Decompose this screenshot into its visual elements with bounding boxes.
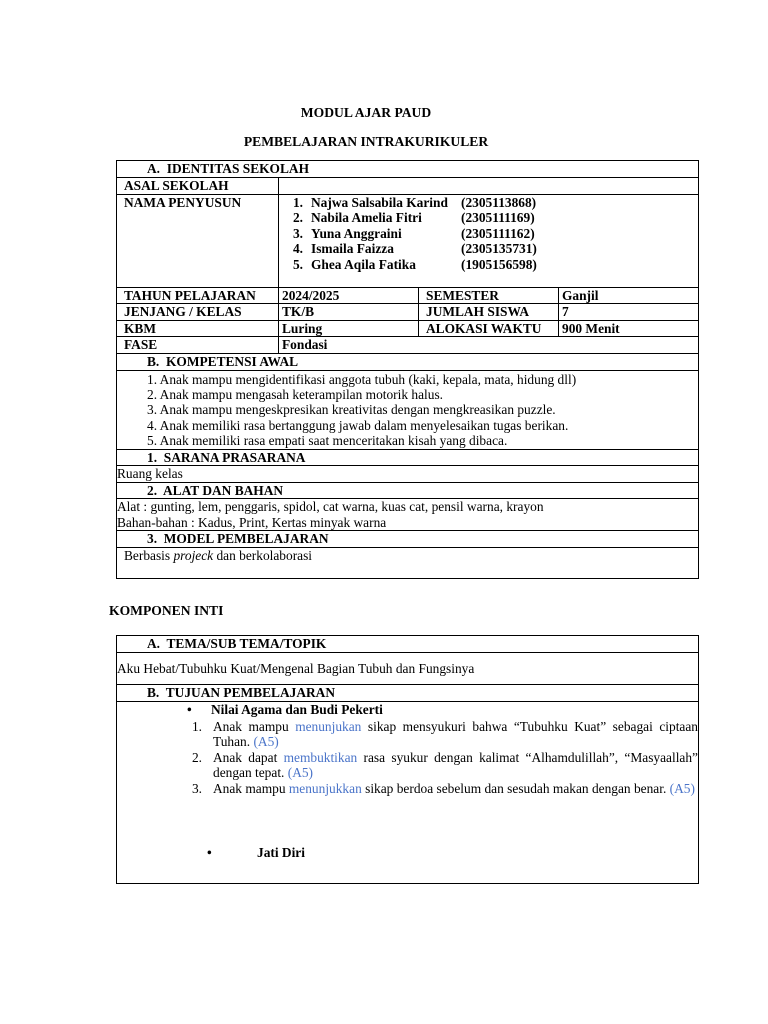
komponen-inti-title: KOMPONEN INTI — [109, 603, 224, 618]
jumlah-label: JUMLAH SISWA — [419, 304, 559, 321]
penyusun-list — [279, 195, 698, 273]
kbm-value: Luring — [279, 320, 419, 337]
section-heading-tema — [117, 636, 699, 653]
section-number: A. — [147, 636, 161, 651]
list-item: 4. Anak memiliki rasa bertanggung jawab dalam menyelesaikan tugas berikan. — [147, 417, 569, 433]
section-heading-model — [117, 531, 699, 548]
list-item: 3. Yuna Anggraini (2305111162) — [292, 225, 535, 241]
kompetensi-list — [117, 372, 698, 449]
section-number: 1. — [147, 449, 158, 465]
list-item: 3. Anak mampu mengeskpresikan kreativitas dengan mengkreasikan puzzle. — [147, 402, 556, 418]
sarana-value: Ruang kelas — [117, 466, 699, 483]
alat-cell — [117, 499, 699, 531]
list-item: 4. Ismaila Faizza (2305135731) — [292, 241, 537, 257]
section-title: MODEL PEMBELAJARAN — [163, 531, 329, 547]
tujuan-item: 1. Anak mampu menunjukan sikap mensyukuri bahwa “Tubuhku Kuat” sebagai ciptaan Tuhan. (A5) — [191, 718, 698, 750]
semester-label: SEMESTER — [419, 287, 559, 304]
page-title: MODUL AJAR PAUD — [300, 105, 432, 120]
tujuan-item: 3. Anak mampu menunjukkan sikap berdoa sebelum dan sesudah makan dengan benar. (A5) — [191, 780, 695, 796]
kompetensi-cell — [117, 370, 699, 449]
alokasi-value: 900 Menit — [559, 320, 699, 337]
bullet-nilai-agama: • Nilai Agama dan Budi Pekerti — [187, 701, 383, 717]
section-heading-identitas — [117, 161, 699, 178]
bullet-icon: • — [207, 844, 212, 860]
list-item: 2. Anak mampu mengasah keterampilan motorik halus. — [147, 386, 444, 402]
jumlah-value: 7 — [559, 304, 699, 321]
section-number: B. — [147, 353, 160, 369]
bullet-jati-diri: • Jati Diri — [207, 844, 305, 860]
section-number: A. — [147, 161, 161, 176]
alokasi-label: ALOKASI WAKTU — [419, 320, 559, 337]
section-heading-alat — [117, 482, 699, 499]
jenjang-label: JENJANG / KELAS — [117, 304, 279, 321]
bullet-icon: • — [187, 701, 192, 717]
section-title: TUJUAN PEMBELAJARAN — [165, 685, 335, 700]
section-heading-tujuan — [117, 685, 699, 702]
section-number: 3. — [147, 531, 158, 547]
tahun-value: 2024/2025 — [279, 287, 419, 304]
list-item: 1. Najwa Salsabila Karind (2305113868) — [292, 194, 537, 210]
kbm-label: KBM — [117, 320, 279, 337]
fase-value: Fondasi — [279, 337, 699, 354]
tahun-label: TAHUN PELAJARAN — [117, 287, 279, 304]
section-title: IDENTITAS SEKOLAH — [166, 161, 309, 176]
section-heading-kompetensi — [117, 353, 699, 370]
semester-value: Ganjil — [559, 287, 699, 304]
section-title: ALAT DAN BAHAN — [163, 482, 284, 498]
tujuan-cell — [117, 701, 699, 883]
nama-penyusun-label: NAMA PENYUSUN — [117, 194, 279, 287]
section-title: KOMPETENSI AWAL — [165, 353, 299, 369]
tujuan-item: 2. Anak dapat membuktikan rasa syukur dengan kalimat “Alhamdulillah”, “Masyaallah” dengan tepat. (A5) — [191, 749, 699, 781]
list-item: 2. Nabila Amelia Fitri (2305111169) — [292, 210, 535, 226]
identity-table — [116, 160, 699, 579]
list-item: 5. Ghea Aqila Fatika (1905156598) — [292, 256, 537, 272]
komponen-inti-table — [116, 635, 699, 884]
bahan-line: Bahan-bahan : Kadus, Print, Kertas minyak warna — [117, 514, 387, 530]
model-value: Berbasis projeck dan berkolaborasi — [117, 548, 699, 579]
jenjang-value: TK/B — [279, 304, 419, 321]
section-title: SARANA PRASARANA — [163, 449, 306, 465]
section-heading-sarana — [117, 449, 699, 466]
alat-line: Alat : gunting, lem, penggaris, spidol, cat warna, kuas cat, pensil warna, krayon — [117, 499, 544, 515]
section-title: TEMA/SUB TEMA/TOPIK — [166, 636, 327, 651]
list-item: 5. Anak memiliki rasa empati saat menceritakan kisah yang dibaca. — [147, 433, 508, 449]
asal-sekolah-value — [279, 178, 699, 195]
list-item: 1. Anak mampu mengidentifikasi anggota tubuh (kaki, kepala, mata, hidung dll) — [147, 371, 577, 387]
tema-value: Aku Hebat/Tubuhku Kuat/Mengenal Bagian Tubuh dan Fungsinya — [117, 653, 699, 685]
asal-sekolah-label: ASAL SEKOLAH — [117, 178, 279, 195]
penyusun-cell — [279, 194, 699, 287]
fase-label: FASE — [117, 337, 279, 354]
page-subtitle: PEMBELAJARAN INTRAKURIKULER — [243, 134, 489, 149]
section-number: 2. — [147, 482, 158, 498]
section-number: B. — [147, 685, 160, 700]
